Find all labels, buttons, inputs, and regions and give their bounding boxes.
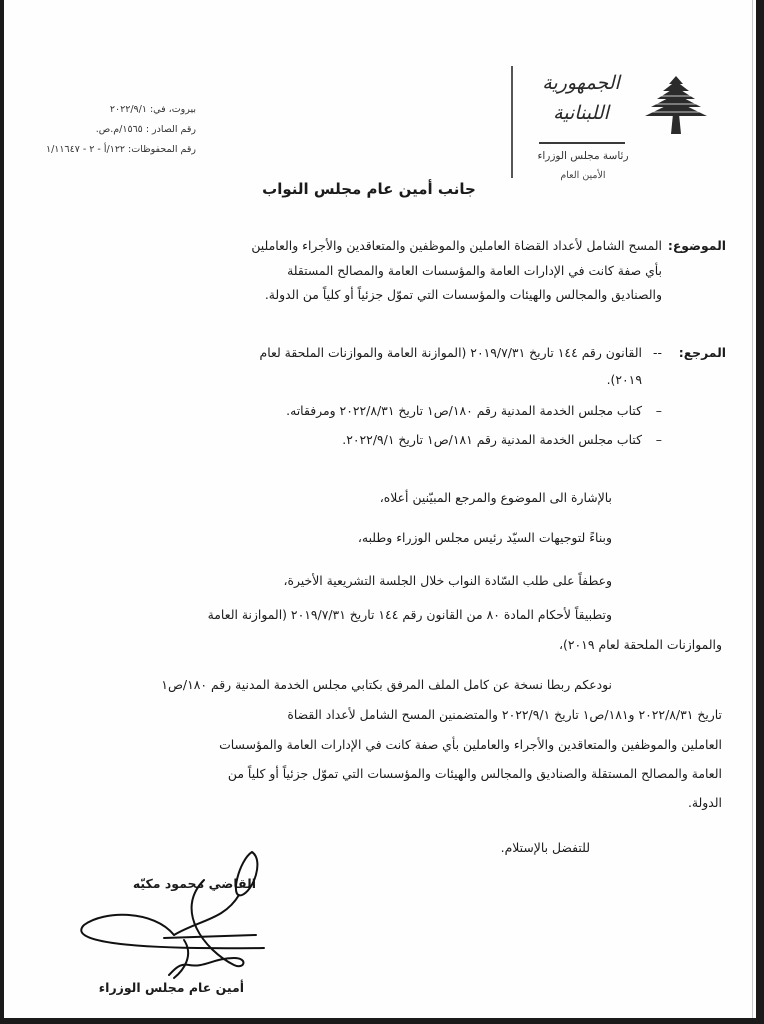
body-paragraph: والموازنات الملحقة لعام ٢٠١٩)، bbox=[559, 637, 722, 652]
archive-number: رقم المحفوظات: ١٢٢/أ - ٢ - ١/١١٦٤٧ bbox=[46, 144, 196, 155]
page-edge bbox=[752, 0, 753, 1018]
closing-line: للتفضل بالإستلام. bbox=[500, 840, 590, 855]
subject-label: الموضوع: bbox=[667, 238, 726, 253]
body-paragraph: نودعكم ربطا نسخة عن كامل الملف المرفق بكتابي مجلس الخدمة المدنية رقم ١٨٠/ص١ bbox=[161, 677, 612, 692]
reference-bullet: – bbox=[655, 403, 662, 418]
reference-item: القانون رقم ١٤٤ تاريخ ٢٠١٩/٧/٣١ (الموازنة العامة والموازنات الملحقة لعام bbox=[259, 345, 642, 360]
reference-bullet: -- bbox=[653, 345, 662, 360]
reference-item: كتاب مجلس الخدمة المدنية رقم ١٨٠/ص١ تاريخ ٢٠٢٢/٨/٣١ ومرفقاته. bbox=[286, 403, 642, 418]
date-line: بيروت، في: ٢٠٢٢/٩/١ bbox=[109, 104, 196, 115]
signer-title: أمين عام مجلس الوزراء bbox=[98, 980, 244, 995]
body-paragraph: تاريخ ٢٠٢٢/٨/٣١ و١٨١/ص١ تاريخ ٢٠٢٢/٩/١ والمتضمنين المسح الشامل لأعداد القضاة bbox=[287, 707, 722, 722]
subject-line: المسح الشامل لأعداد القضاة العاملين والموظفين والمتعاقدين والأجراء والعاملين bbox=[251, 238, 662, 253]
signer-name: القاضي محمود مكيّه bbox=[132, 876, 256, 891]
letterhead-rule bbox=[539, 142, 625, 144]
document-page bbox=[4, 0, 756, 1018]
office-name: رئاسة مجلس الوزراء bbox=[537, 150, 629, 162]
republic-name: الجمهورية اللبنانية bbox=[542, 72, 620, 124]
reference-label: المرجع: bbox=[678, 345, 726, 360]
body-paragraph: وتطبيقاً لأحكام المادة ٨٠ من القانون رقم ١٤٤ تاريخ ٢٠١٩/٧/٣١ (الموازنة العامة bbox=[207, 607, 612, 622]
body-paragraph: الدولة. bbox=[687, 795, 722, 810]
addressee-title: جانب أمين عام مجلس النواب bbox=[262, 180, 476, 198]
letterhead bbox=[509, 66, 719, 184]
body-paragraph: بالإشارة الى الموضوع والمرجع المبيّنين أعلاه، bbox=[379, 490, 612, 505]
subject-line: والصناديق والمجالس والهيئات والمؤسسات التي تموّل جزئياً أو كلياً من الدولة. bbox=[264, 287, 662, 302]
letterhead-divider bbox=[511, 66, 513, 178]
reference-item: ٢٠١٩). bbox=[606, 372, 642, 387]
reference-bullet: – bbox=[655, 432, 662, 447]
subject-line: بأي صفة كانت في الإدارات العامة والمؤسسات العامة والمصالح المستقلة bbox=[287, 263, 662, 278]
body-paragraph: وعطفاً على طلب السّادة النواب خلال الجلسة التشريعية الأخيرة، bbox=[283, 573, 612, 588]
position-name: الأمين العام bbox=[560, 170, 606, 181]
body-paragraph: العامة والمصالح المستقلة والصناديق والمجالس والهيئات والمؤسسات التي تموّل جزئياً أو كلياً من bbox=[227, 766, 722, 781]
body-paragraph: وبناءً لتوجيهات السيّد رئيس مجلس الوزراء وطلبه، bbox=[357, 530, 612, 545]
outgoing-number: رقم الصادر : ١٥٦٥/م.ص. bbox=[95, 124, 196, 135]
body-paragraph: العاملين والموظفين والمتعاقدين والأجراء والعاملين بأي صفة كانت في الإدارات العامة والمؤسسات bbox=[219, 737, 722, 752]
handwritten-signature bbox=[74, 840, 274, 980]
reference-item: كتاب مجلس الخدمة المدنية رقم ١٨١/ص١ تاريخ ٢٠٢٢/٩/١. bbox=[342, 432, 642, 447]
cedar-tree-icon bbox=[641, 74, 711, 138]
